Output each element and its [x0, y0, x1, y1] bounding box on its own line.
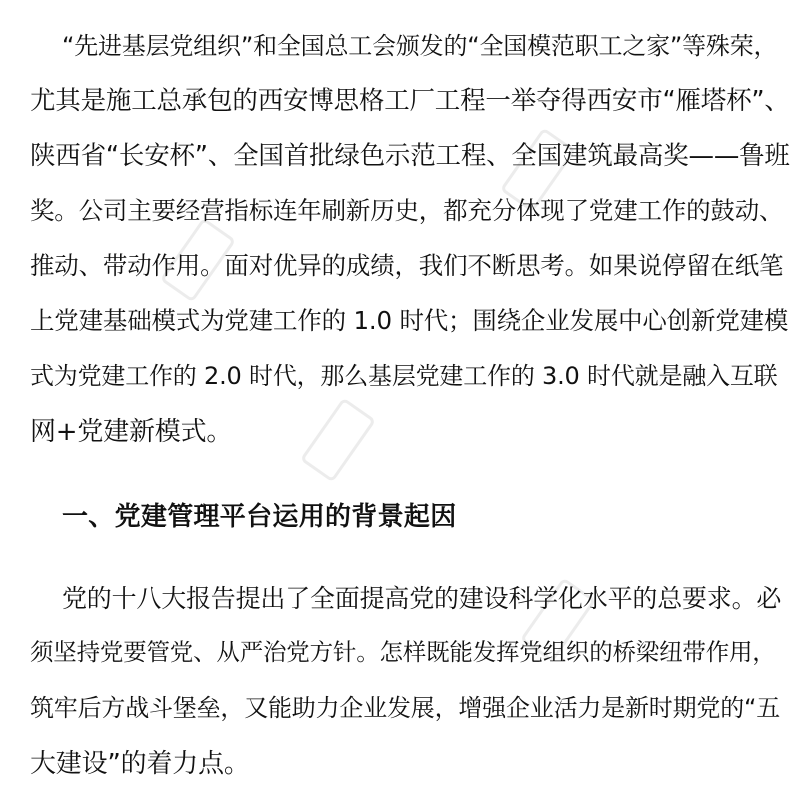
paragraph1-line: 奖。公司主要经营指标连年刷新历史，都充分体现了党建工作的鼓动、 — [30, 196, 784, 225]
paragraph1-line: 推动、带动作用。面对优异的成绩，我们不断思考。如果说停留在纸笔 — [30, 251, 784, 280]
paragraph2-line: 须坚持党要管党、从严治党方针。怎样既能发挥党组织的桥梁纽带作用， — [30, 638, 776, 666]
paragraph1-line: 式为党建工作的 2.0 时代，那么基层党建工作的 3.0 时代就是融入互联 — [30, 362, 778, 390]
paragraph1-line: 尤其是施工总承包的西安博思格工厂工程一举夺得西安市“雁塔杯”、 — [30, 86, 790, 116]
paragraph1-line: 上党建基础模式为党建工作的 1.0 时代；围绕企业发展中心创新党建模 — [30, 306, 789, 335]
paragraph1-line: “先进基层党组织”和全国总工会颁发的“全国模范职工之家”等殊荣， — [62, 32, 778, 60]
paragraph1-line: 网+党建新模式。 — [30, 417, 233, 447]
watermark-mark — [300, 397, 376, 482]
paragraph1-line: 陕西省“长安杯”、全国首批绿色示范工程、全国建筑最高奖——鲁班 — [30, 141, 790, 171]
paragraph2-line: 筑牢后方战斗堡垒，又能助力企业发展，增强企业活力是新时期党的“五 — [30, 694, 781, 722]
paragraph2-line: 党的十八大报告提出了全面提高党的建设科学化水平的总要求。必 — [62, 584, 782, 613]
paragraph2-line: 大建设”的着力点。 — [30, 749, 250, 779]
section-heading: 一、党建管理平台运用的背景起因 — [62, 502, 457, 532]
